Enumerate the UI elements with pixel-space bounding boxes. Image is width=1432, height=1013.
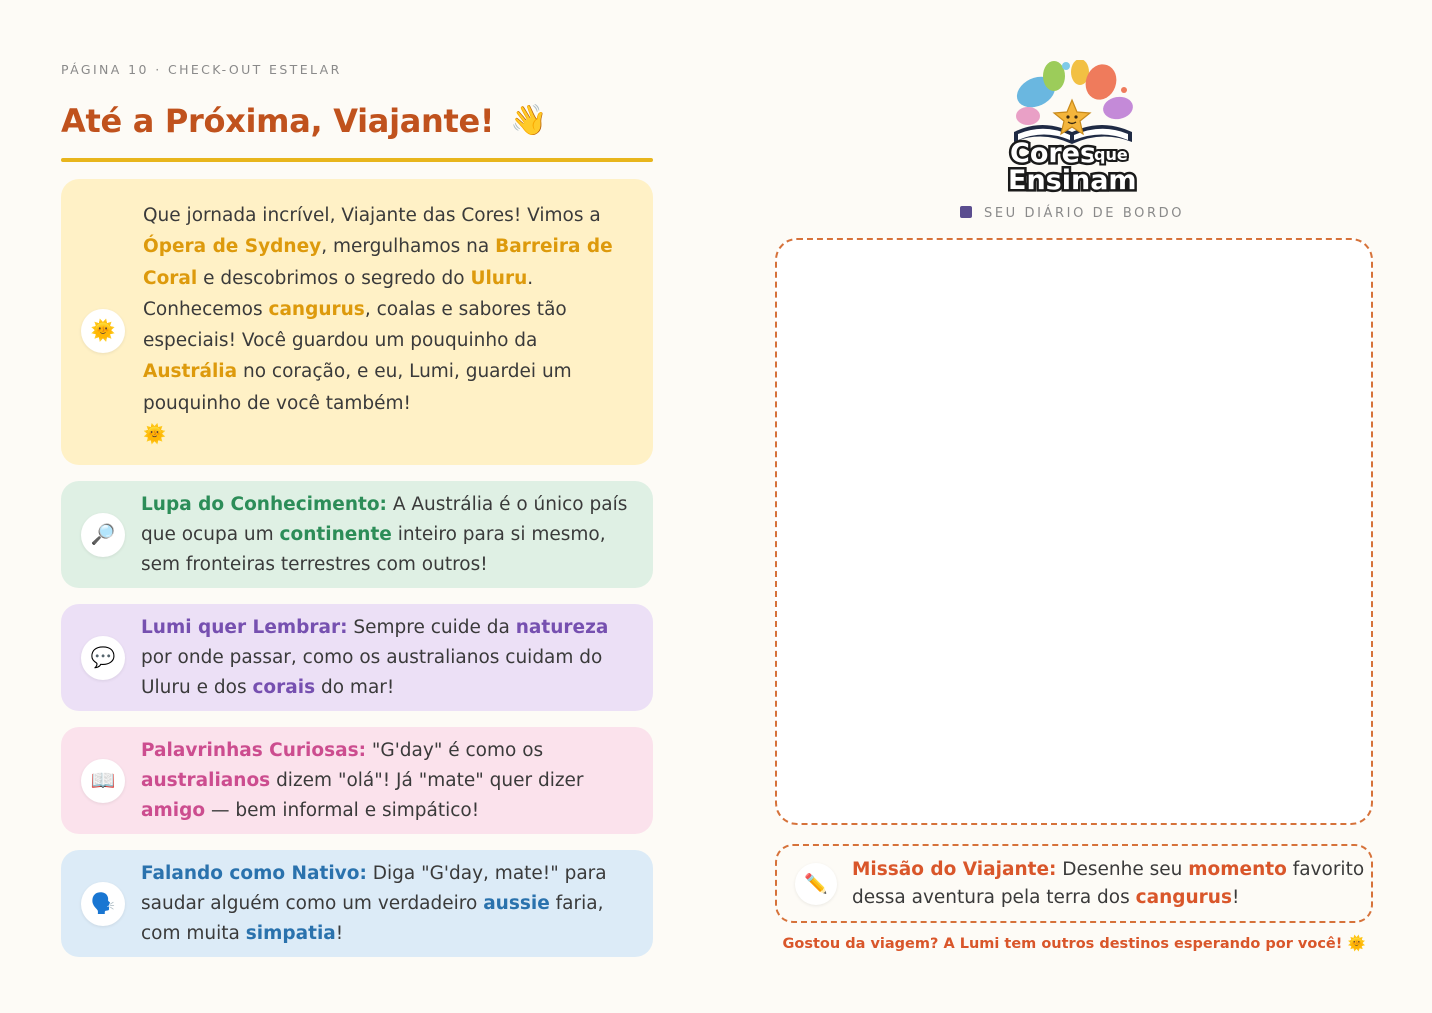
logo-text-cores: Cores [1010,138,1097,169]
drawing-area[interactable] [775,238,1373,825]
tip-native [61,850,653,957]
title-underline [61,158,653,162]
mission-label: Missão do Viajante: [852,858,1057,880]
highlight-australia: Austrália [143,361,238,383]
open-book-icon: 📖 [81,759,125,803]
cores-que-ensinam-logo [1006,60,1142,194]
sun-icon: 🌞 [143,424,167,446]
logo-text-ensinam: Ensinam [1008,165,1137,194]
page-title: Até a Próxima, Viajante! [61,102,495,140]
sun-icon: 🌞 [81,309,125,353]
diary-label: SEU DIÁRIO DE BORDO [960,206,1200,221]
left-column [61,62,653,957]
waving-hand-icon: 👋 [510,104,548,137]
mission-card [775,844,1373,923]
tip-native-label: Falando como Nativo: [141,862,367,884]
tip-words-label: Palavrinhas Curiosas: [141,739,366,761]
tip-remember-text: Lumi quer Lembrar: Sempre cuide da natureza por onde passar, como os australianos cuidam do Uluru e dos corais do mar! [141,616,609,698]
highlight-sydney-opera: Ópera de Sydney [143,236,322,258]
tip-knowledge-text: Lupa do Conhecimento: A Austrália é o único país que ocupa um continente inteiro para si mesmo, sem fronteiras terrestres com outros! [141,493,628,575]
intro-text: Que jornada incrível, Viajante das Cores! Vimos a Ópera de Sydney, mergulhamos na Barreira de Coral e descobrimos o segredo do Uluru. Conhecemos cangurus, coalas e sabores tão especiais! Você guardou um pouquinho da Austrália no coração, e eu, Lumi, guardei um pouquinho de você também! 🌞 [143,205,613,446]
tip-knowledge [61,481,653,588]
mission-text: Missão do Viajante: Desenhe seu momento favorito dessa aventura pela terra dos cangurus! [852,858,1365,908]
tip-words [61,727,653,834]
footer-message: Gostou da viagem? A Lumi tem outros destinos esperando por você! 🌞 [782,936,1366,952]
speech-bubble-icon: 💬 [81,636,125,680]
notebook-icon [960,206,972,218]
tip-remember-label: Lumi quer Lembrar: [141,616,348,638]
highlight-coral-reef: Barreira de Coral [143,236,613,289]
highlight-kangaroos: cangurus [268,298,365,320]
tip-knowledge-label: Lupa do Conhecimento: [141,493,387,515]
title-row [61,100,653,142]
tip-remember [61,604,653,711]
pencil-icon: ✏️ [795,863,837,905]
logo-text-que: que [1094,145,1128,164]
sun-icon: 🌞 [1347,936,1366,952]
tip-native-text: Falando como Nativo: Diga "G'day, mate!" para saudar alguém como um verdadeiro aussie faria, com muita simpatia! [141,862,607,944]
magnifier-icon: 🔎 [81,513,125,557]
highlight-uluru: Uluru [470,267,528,289]
speaking-head-icon: 🗣️ [81,882,125,926]
page-eyebrow: PÁGINA 10 · CHECK-OUT ESTELAR [61,62,342,77]
intro-card [61,179,653,465]
tip-words-text: Palavrinhas Curiosas: "G'day" é como os australianos dizem "olá"! Já "mate" quer dizer amigo — bem informal e simpático! [141,739,584,821]
